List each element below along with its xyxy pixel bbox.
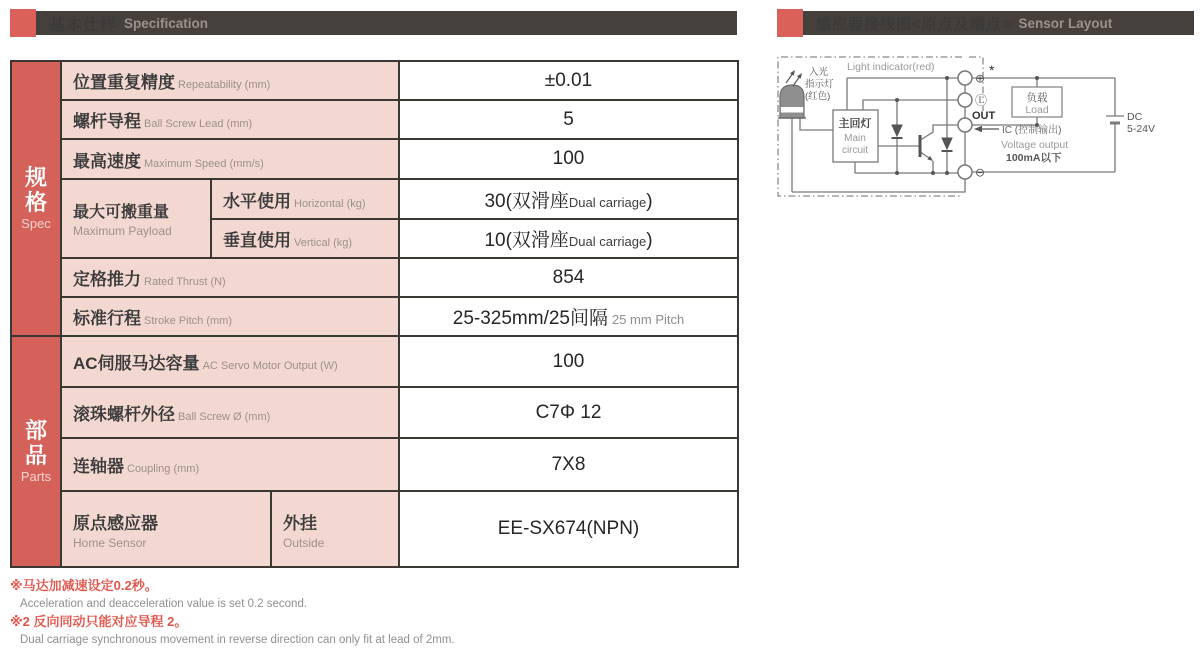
light-label-zh3: (红色) — [805, 91, 831, 102]
sensor-header-title-en: Sensor Layout — [1018, 15, 1113, 31]
footnote-zh: ※马达加减速设定0.2秒。 — [10, 578, 158, 593]
table-row — [11, 387, 738, 438]
section-label-en: Spec — [21, 216, 51, 232]
table-row — [11, 336, 738, 387]
load-label-en: Load — [1025, 104, 1049, 116]
value-home-sensor: EE-SX674(NPN) — [399, 491, 738, 567]
voltage-output-label: Voltage output — [1001, 139, 1069, 151]
dc-label: DC — [1127, 111, 1143, 123]
value-payload-horizontal: 30(双滑座Dual carriage) — [399, 179, 738, 219]
value-coupling: 7X8 — [399, 438, 738, 491]
footnote-en: Acceleration and deacceleration value is set 0.2 second. — [20, 598, 308, 610]
label-ball-screw-lead: 螺杆导程 Ball Screw Lead (mm) — [61, 100, 399, 139]
spec-header-bar — [36, 11, 737, 35]
sensor-section-header — [777, 9, 1194, 38]
ic-output-arrow — [974, 126, 999, 132]
current-limit-label: 100mA以下 — [1006, 152, 1062, 164]
main-circuit-label-en2: circuit — [841, 145, 869, 156]
section-label-zh: 部品 — [24, 417, 47, 468]
light-indicator-label-en: Light indicator(red) — [847, 61, 935, 73]
footnote-zh: ※2 反向同动只能对应导程 2。 — [10, 614, 188, 629]
load-label-zh: 负载 — [1026, 92, 1048, 104]
dc-voltage-label: 5-24V — [1127, 123, 1156, 135]
spec-header-title-zh: 基本仕样 — [49, 16, 118, 34]
terminal-minus-symbol: ⊖ — [975, 165, 986, 180]
label-stroke: 标准行程 Stroke Pitch (mm) — [61, 297, 399, 336]
table-row — [11, 258, 738, 297]
sensor-wiring-diagram — [775, 50, 1200, 208]
led-light-indicator — [778, 85, 806, 118]
ic-output-label: IC (控制输出) — [1002, 125, 1062, 136]
label-max-speed: 最高速度 Maximum Speed (mm/s) — [61, 139, 399, 179]
terminal-plus-symbol: ⊕ — [975, 71, 986, 86]
light-label-zh2: 指示灯 — [805, 79, 834, 90]
light-label-zh1: 入光 — [809, 67, 829, 78]
value-ball-screw-lead: 5 — [399, 100, 738, 139]
label-ball-screw-dia: 滚珠螺杆外径 Ball Screw Ø (mm) — [61, 387, 399, 438]
main-circuit-label-en1: Main — [844, 133, 866, 144]
table-row — [11, 438, 738, 491]
label-servo-output: AC伺服马达容量 AC Servo Motor Output (W) — [61, 336, 399, 387]
specification-table — [10, 60, 739, 568]
label-repeatability: 位置重复精度 Repeatability (mm) — [61, 61, 399, 100]
section-label-en: Parts — [20, 469, 52, 485]
terminal-star: * — [989, 62, 995, 78]
red-accent-square — [777, 9, 803, 37]
value-max-speed: 100 — [399, 139, 738, 179]
value-payload-vertical: 10(双滑座Dual carriage) — [399, 219, 738, 258]
spec-header-title-en: Specification — [124, 15, 209, 31]
red-accent-square — [10, 9, 36, 37]
value-ball-screw-dia: C7Φ 12 — [399, 387, 738, 438]
terminal-out-label: OUT — [972, 110, 996, 122]
table-row — [11, 297, 738, 336]
table-row — [11, 100, 738, 139]
label-coupling: 连轴器 Coupling (mm) — [61, 438, 399, 491]
section-cell-parts — [11, 336, 61, 567]
table-row — [11, 179, 738, 219]
label-home-sensor: 原点感应器 Home Sensor — [61, 491, 271, 567]
table-row — [11, 139, 738, 179]
label-payload-vertical: 垂直使用 Vertical (kg) — [211, 219, 399, 258]
value-rated-thrust: 854 — [399, 258, 738, 297]
footnotes — [10, 577, 455, 649]
table-row — [11, 61, 738, 100]
label-max-payload: 最大可搬重量 Maximum Payload — [61, 179, 211, 258]
sensor-header-bar — [803, 11, 1194, 35]
value-servo-output: 100 — [399, 336, 738, 387]
spec-section-header — [10, 9, 737, 38]
battery-dc-supply — [1106, 116, 1124, 123]
light-ray-arrows — [786, 70, 802, 86]
table-row — [11, 491, 738, 567]
section-label-zh: 规格 — [24, 164, 47, 215]
label-home-sensor-mount: 外挂 Outside — [271, 491, 399, 567]
terminal-l-symbol: Ⓛ — [975, 93, 988, 108]
footnote-en: Dual carriage synchronous movement in reverse direction can only fit at lead of 2mm. — [20, 634, 455, 646]
main-circuit-label-zh: 主回灯 — [838, 118, 872, 130]
value-stroke: 25-325mm/25间隔 25 mm Pitch — [399, 297, 738, 336]
label-payload-horizontal: 水平使用 Horizontal (kg) — [211, 179, 399, 219]
zener-diode — [892, 125, 953, 151]
label-rated-thrust: 定格推力 Rated Thrust (N) — [61, 258, 399, 297]
sensor-header-title-zh: 感应器接线图<原点及端点> — [816, 15, 1012, 33]
value-repeatability: ±0.01 — [399, 61, 738, 100]
section-cell-spec — [11, 61, 61, 336]
